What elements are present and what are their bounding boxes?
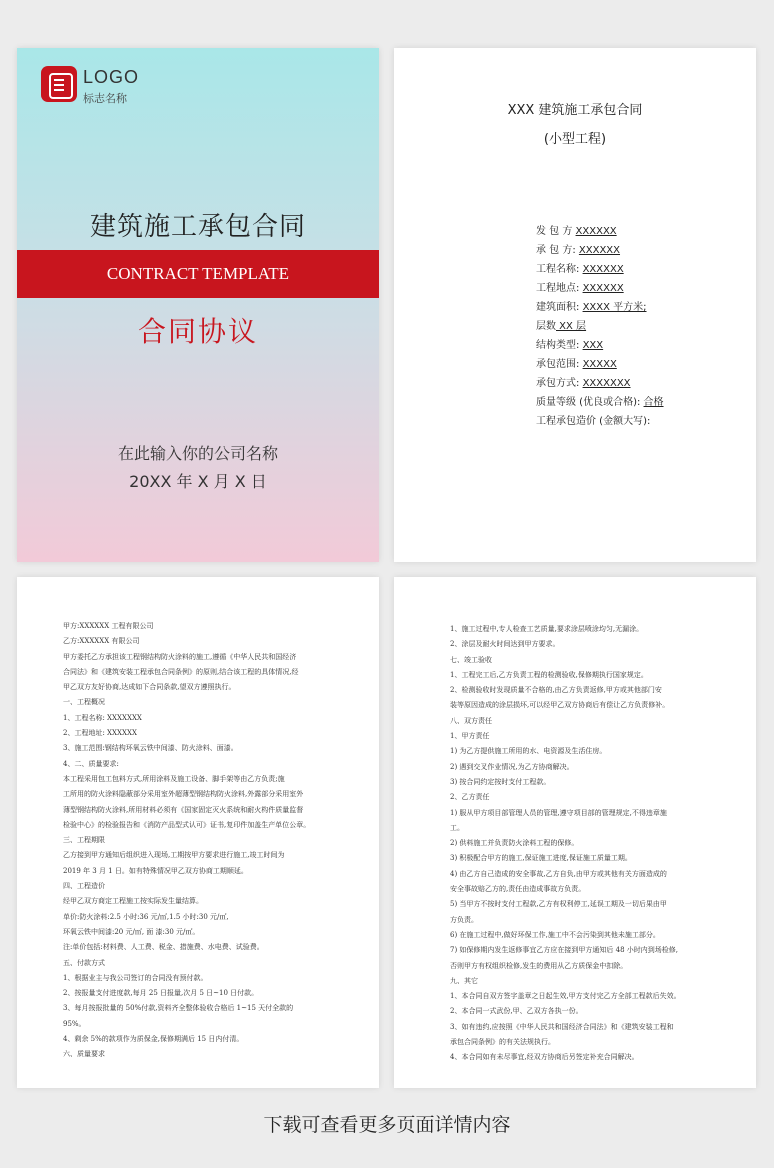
field-label: 工程名称: [536, 264, 583, 275]
text-line: 否则甲方有权组织检修,发生的费用从乙方质保金中扣除。 [450, 961, 628, 970]
field-value: XXXXXX [578, 245, 621, 256]
text-line: 4) 由乙方自己造成的安全事故,乙方自负,由甲方或其他有关方面造成的 [450, 869, 667, 878]
field-label: 承包方式: [536, 378, 583, 389]
text-line: 1、本合同自双方签字盖章之日起生效,甲方支付完乙方全部工程款后失效。 [450, 992, 681, 1001]
text-line: 2、工程地址: XXXXXX [63, 729, 137, 738]
field-label: 承包范围: [536, 359, 583, 370]
text-line: 甲方:XXXXXX 工程有限公司 [63, 622, 154, 630]
field-value: XXXXXX [582, 283, 624, 294]
text-line: 2) 遇到交叉作业情况,为乙方协商解决。 [450, 762, 574, 771]
text-line: 95%。 [63, 1019, 86, 1028]
field-value: 合格 [643, 397, 664, 408]
text-line: 承包合同条例》的有关法规执行。 [450, 1038, 555, 1047]
contract-fields [536, 222, 746, 431]
text-line: 2、按报量支付进度款,每月 25 日报量,次月 5 日~10 日付款。 [63, 989, 259, 998]
contract-info-page [394, 48, 756, 562]
field-label: 承 包 方: [536, 245, 579, 256]
contract-field [536, 279, 746, 298]
text-line: 2、检测验收时发现质量不合格的,由乙方负责返修,甲方或其他部门安 [450, 686, 662, 695]
text-line: 乙方:XXXXXX 有限公司 [63, 637, 140, 646]
text-line: 甲乙双方友好协商,达成如下合同条款,望双方遵照执行。 [63, 683, 236, 692]
logo-icon [41, 66, 77, 102]
field-value: XXXX 平方米; [582, 302, 647, 313]
text-line: 3) 按合同约定按时支付工程款。 [450, 777, 551, 786]
field-label: 结构类型: [536, 340, 583, 351]
contract-template-band: CONTRACT TEMPLATE [17, 250, 379, 298]
text-line: 一、工程概况 [63, 698, 105, 707]
text-line: 1、根据业主与我公司签订的合同没有预付款。 [63, 973, 208, 982]
contract-text-1 [63, 619, 345, 1063]
contract-field [536, 355, 746, 374]
text-line: 单价:防火涂料:2.5 小时:36 元/㎡,1.5 小时:30 元/㎡, [63, 912, 229, 921]
cover-page [17, 48, 379, 562]
logo-text: LOGO [83, 67, 140, 87]
text-line: 甲方委托乙方承担该工程钢结构防火涂料的施工,遵循《中华人民共和国经济 [63, 652, 297, 661]
field-label: 工程地点: [536, 283, 583, 294]
text-line: 环氧云铁中间漆:20 元/㎡, 面 漆:30 元/㎡。 [63, 927, 200, 936]
contract-title: XXX 建筑施工承包合同 [507, 103, 643, 118]
contract-field [536, 222, 746, 241]
text-line: 工所用的防火涂料隐蔽部分采用室外超薄型钢结构防火涂料,外露部分采用室外 [63, 790, 304, 799]
download-hint[interactable]: 下载可查看更多页面详情内容 [263, 1114, 511, 1136]
text-line: 四、工程造价 [63, 882, 105, 891]
text-line: 1) 为乙方提供施工所用的水、电资源及生活住房。 [450, 747, 607, 756]
cover-title: 建筑施工承包合同 [89, 212, 306, 242]
contract-subtitle: (小型工程) [543, 132, 607, 147]
field-label: 层数 [536, 321, 556, 332]
text-line: 1、工程完工后,乙方负责工程的检测验收,保修期执行国家规定。 [450, 670, 648, 679]
text-line: 乙方接到甲方通知后组织进入现场,工期按甲方要求进行施工,竣工时间为 [63, 851, 285, 860]
text-line: 7) 如保修期内发生返修事宜乙方应在接到甲方通知后 48 小时内到场检修, [450, 946, 678, 955]
field-value: XX 层 [556, 321, 587, 332]
text-line: 1、施工过程中,专人检查工艺质量,要求涂层喷涂均匀,无漏涂。 [450, 625, 644, 633]
text-line: 3、如有违约,应按照《中华人民共和国经济合同法》和《建筑安装工程和 [450, 1022, 674, 1031]
contract-field [536, 260, 746, 279]
contract-field [536, 393, 746, 412]
text-line: 3) 积极配合甲方的施工,保证施工进度,保证施工质量工期。 [450, 854, 632, 863]
cover-subtitle: 合同协议 [137, 315, 258, 348]
contract-field [536, 317, 746, 336]
text-line: 1、甲方责任 [450, 732, 490, 741]
text-line: 3、每月按报批量的 50%付款,资料齐全整体验收合格后 1~15 天付全款的 [63, 1004, 294, 1013]
text-line: 2、本合同一式武份,甲、乙双方各执一份。 [450, 1007, 583, 1016]
field-value: XXXXXX [575, 226, 617, 237]
text-line: 装等原因造成的涂层损坏,可以经甲乙双方协商后有偿让乙方负责修补。 [450, 701, 670, 710]
text-line: 合同法》和《建筑安装工程承包合同条例》的原则,结合该工程的具体情况,经 [63, 667, 299, 676]
contract-body-page-2 [394, 577, 756, 1088]
text-line: 6) 在施工过程中,做好环保工作,施工中不会污染到其他未施工部分。 [450, 930, 660, 939]
field-value: XXXXXX [582, 264, 624, 275]
text-line: 薄型钢结构防火涂料,所用材料必须有《国家固定灭火系统和耐火构件质量监督 [63, 805, 304, 814]
text-line: 5) 当甲方不按时支付工程款,乙方有权利停工,延误工期及一切后果由甲 [450, 900, 667, 909]
field-value: XXXXXXX [582, 378, 631, 389]
text-line: 2) 供料施工并负责防火涂料工程的保修。 [450, 839, 579, 848]
contract-field [536, 412, 746, 431]
contract-body-page-1 [17, 577, 379, 1088]
text-line: 2019 年 3 月 1 日。如有特殊情况甲乙双方协商工期顺延。 [63, 866, 248, 875]
contract-field [536, 374, 746, 393]
cover-date: 20XX 年 X 月 X 日 [129, 472, 267, 491]
contract-field [536, 298, 746, 317]
field-label: 工程承包造价 (金额大写): [536, 416, 651, 427]
text-line: 2、涂层及耐火时间达到甲方要求。 [450, 640, 560, 649]
contract-field [536, 241, 746, 260]
text-line: 工。 [450, 823, 464, 832]
text-line: 六、质量要求 [63, 1050, 105, 1059]
text-line: 3、施工范围:钢结构环氧云铁中间漆、防火涂料、面漆。 [63, 744, 238, 753]
text-line: 4、剩余 5%的款项作为质保金,保修期满后 15 日内付清。 [63, 1035, 244, 1044]
field-label: 建筑面积: [536, 302, 583, 313]
text-line: 五、付款方式 [63, 958, 105, 967]
field-label: 发 包 方 [536, 226, 576, 237]
field-value: XXX [582, 340, 604, 351]
text-line: 方负责。 [450, 915, 478, 924]
text-line: 1) 服从甲方项目部管理人员的管理,遵守项目部的管理规定,不得违章施 [450, 808, 667, 817]
text-line: 八、双方责任 [450, 716, 492, 725]
text-line: 七、竣工验收 [450, 655, 492, 664]
text-line: 九、其它 [450, 976, 478, 985]
text-line: 检验中心》的检验报告和《消防产品型式认可》证书,复印件加盖生产单位公章。 [63, 820, 311, 829]
field-label: 质量等级 (优良或合格): [536, 397, 644, 408]
text-line: 三、工程期限 [63, 836, 105, 845]
contract-field [536, 336, 746, 355]
company-name: 在此输入你的公司名称 [117, 444, 278, 463]
text-line: 1、工程名称: XXXXXXX [63, 713, 142, 722]
field-value: XXXXX [582, 359, 617, 370]
contract-text-2 [450, 622, 732, 1066]
text-line: 本工程采用包工包料方式,所用涂料及施工设备、脚手架等由乙方负责;施 [63, 774, 285, 783]
text-line: 2、乙方责任 [450, 793, 490, 802]
text-line: 4、本合同如有未尽事宜,经双方协商后另签定补充合同解决。 [450, 1053, 639, 1062]
text-line: 经甲乙双方商定工程施工按实际发生量结算。 [63, 897, 203, 906]
text-line: 安全事故赔乙方的,责任由造成事故方负责。 [450, 885, 586, 894]
text-line: 4、二、质量要求: [63, 759, 119, 768]
text-line: 注:单价包括:材料费、人工费、税金、措施费、水电费、试验费。 [63, 943, 264, 952]
logo-subtitle: 标志名称 [83, 92, 127, 105]
